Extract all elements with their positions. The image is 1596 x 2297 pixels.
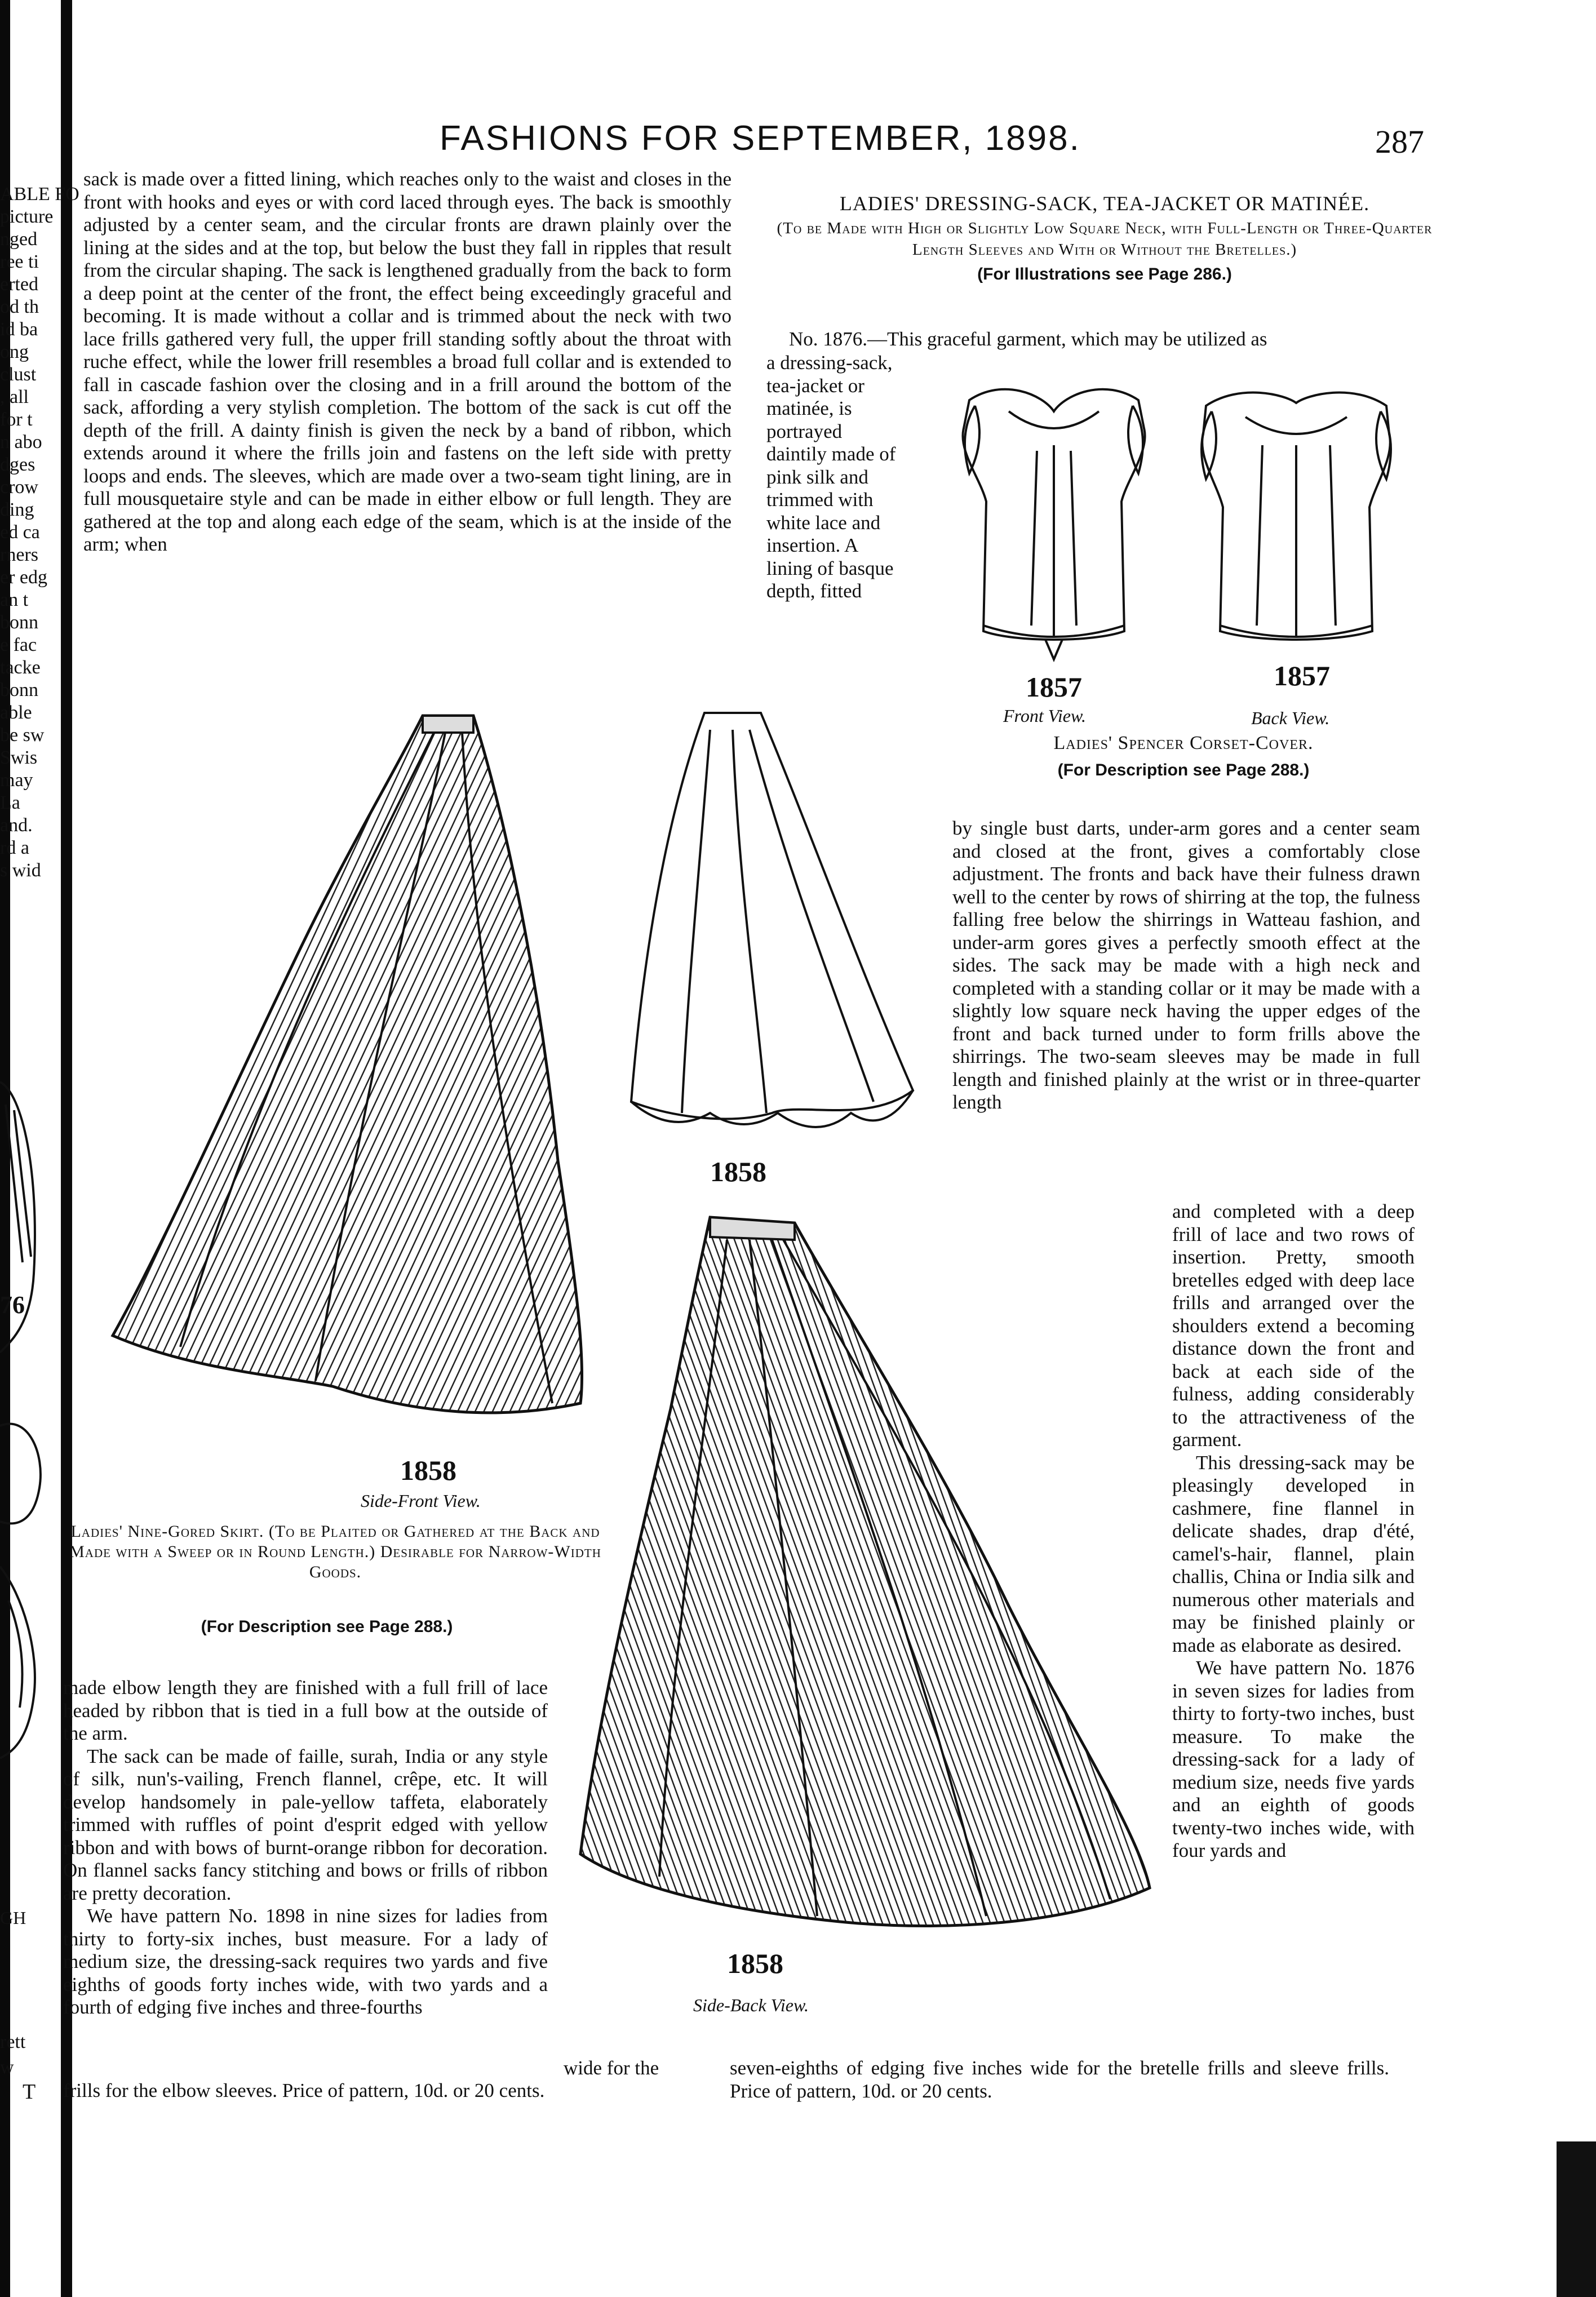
facing-page-fragment: for t: [0, 409, 33, 430]
facing-page-fragment: and.: [0, 815, 33, 836]
page-number: 287: [1375, 123, 1424, 160]
paragraph: We have pattern No. 1898 in nine sizes for ladies from thirty to forty-six inches, bust measure. For a lady of medium size, the dressing-sack requires two yards and five eighths of goods forty inches wide, with two yards and a fourth of edging five inches and three-fourths: [63, 1905, 548, 2018]
paragraph: The sack can be made of faille, surah, India or any style of silk, nun's-vailing, French flannel, crêpe, etc. It will develop handsomely in pale-yellow taffeta, elaborately trimmed with ruffles of point d'esprit edged with yellow ribbon and with bows of burnt-orange ribbon for decoration. On flannel sacks fancy stitching and bows or frills of ribbon are pretty decoration.: [63, 1745, 548, 1904]
figure-1858-side-back-view-label: Side-Back View.: [693, 1995, 809, 2015]
facing-page-fragment: nged: [0, 229, 38, 250]
figure-1858-side-front-skirt: [79, 710, 620, 1454]
facing-page-fragment: erted: [0, 274, 38, 295]
facing-page-fragment: er edg: [0, 567, 48, 588]
facing-page-fragment: may: [0, 770, 33, 791]
figure-1858-side-front-view-label: Side-Front View.: [361, 1491, 481, 1511]
facing-page-fragment: rd a: [0, 837, 29, 858]
facing-page-fragment: od th: [0, 296, 39, 317]
facing-page-fragment: bonn: [0, 612, 38, 633]
figure-1858-description-note: (For Description see Page 288.): [201, 1617, 453, 1636]
facing-page-fragment: ding: [0, 499, 34, 520]
paragraph: and completed with a deep frill of lace and two rows of insertion. Pretty, smooth bretelles edged with deep lace frills and arranged over the shoulders extend a becoming distance down the front and back at each side of the fulness, adding considerably to the attractiveness of the garment.: [1172, 1200, 1415, 1451]
facing-page-fragment: ABLE FO: [0, 184, 79, 205]
facing-page-fragment: , all: [0, 387, 29, 407]
figure-1857-back-view-label: Back View.: [1251, 708, 1330, 728]
facing-page-lower-fragments: [0, 1291, 56, 1319]
facing-page-fragment: s wid: [0, 860, 41, 881]
column-left-top-text: [83, 168, 732, 556]
facing-page-fragment: clust: [0, 364, 37, 385]
facing-page-fragments: [0, 183, 79, 882]
facing-page-fragment: e fac: [0, 635, 37, 655]
column-right-middle-text: by single bust darts, under-arm gores and a center seam and closed at the front, gives a comfortably close adjustment. The fronts and back have their fulness drawn well to the center by rows of shirring at the top, the fulness falling free below the shirrings in Watteau fashion, and under-arm gores gives a perfectly smooth effect at the sides. The sack may be made with a high neck and completed with a standing collar or it may be made with a slightly low square neck having the upper edges of the front and back turned under to form frills above the shirrings. The two-seam sleeves may be made in full length and finished plainly at the wrist or in three-quarter length: [952, 817, 1420, 1113]
paragraph: This dressing-sack may be pleasingly developed in cashmere, fine flannel in delicate shades, drap d'été, camel's-hair, flannel, plain challis, China or India silk and numerous other materials and may be finished plainly or made as elaborate as desired.: [1172, 1451, 1415, 1656]
figure-1858-small-number: 1858: [710, 1156, 766, 1187]
facing-page-fragment: crow: [0, 477, 38, 498]
figure-1857-caption: Ladies' Spencer Corset-Cover.: [1053, 733, 1314, 753]
figure-1858-back-number: 1858: [727, 1948, 783, 1979]
facing-page-fragment: an t: [0, 589, 29, 610]
figure-1857-back-number: 1857: [1274, 660, 1330, 691]
facing-page-fragment: rners: [0, 544, 38, 565]
column-left-bottom-text: [63, 1677, 548, 2019]
article-heading: [766, 192, 1443, 284]
facing-page-fragment: ree ti: [0, 251, 39, 272]
facing-page-fragment: bonn: [0, 680, 38, 700]
column-left-last-line-prefix: wide for the: [564, 2057, 659, 2079]
paragraph: made elbow length they are finished with a full frill of lace headed by ribbon that is tied in a full bow at the outside of the arm.: [63, 1677, 548, 1744]
figure-1857-back: [1178, 361, 1415, 676]
fragment-gh: GH: [0, 1908, 26, 1928]
figure-1857-description-note: (For Description see Page 288.): [1057, 761, 1310, 779]
facing-page-fragment: ed ca: [0, 522, 40, 543]
facing-page-illustration-fragment: [0, 1059, 51, 1877]
paragraph: sack is made over a fitted lining, which reaches only to the waist and closes in the front with hooks and eyes or with cord laced through eyes. The back is smoothly adjusted by a center seam, and the circular fronts are drawn plainly over the lining at the sides and at the top, but below the bust they fall in ripples that result from the circular shaping. The sack is lengthened gradually from the back to form a deep point at the center of the front, the effect being exceedingly graceful and becoming. It is made without a collar and is trimmed about the neck with two lace frills gathered very full, the upper frill standing softly about the throat with ruche effect, while the lower frill resembles a broad full collar and is extended to fall in cascade fashion over the closing and in a frill around the bottom of the sack, affording a very stylish completion. The bottom of the sack is cut off the depth of the frill. A dainty finish is given the neck by a band of ribbon, which extends around it where the frills join and fastens on the left side with pretty loops and ends. The sleeves, which are made over a two-seam tight lining, are in full mousquetaire style and can be made in either elbow or full length. They are gathered at the top and along each edge of the seam, which is at the inside of the arm; when: [83, 168, 732, 555]
fragment-t: T: [23, 2080, 36, 2104]
page-edge-shadow: [1557, 2141, 1596, 2297]
figure-1858-side-back-skirt: [558, 1212, 1155, 1944]
figure-1857-front-view-label: Front View.: [1003, 706, 1086, 726]
facing-page-fragment: picture: [0, 206, 54, 227]
facing-page-fragment: ong: [0, 342, 29, 362]
facing-page-fragment: be sw: [0, 725, 45, 746]
facing-page-fragment: Swis: [0, 747, 38, 768]
fragment-rett: rett: [0, 2032, 26, 2052]
column-left-last-line: frills for the elbow sleeves. Price of pattern, 10d. or 20 cents.: [63, 2079, 545, 2101]
article-intro-first-line: No. 1876.—This graceful garment, which may be utilized as: [789, 328, 1267, 350]
article-intro-narrow: a dressing-sack, tea-jacket or matinée, is portrayed daintily made of pink silk and trimmed with white lace and insertion. A lining of basque depth, fitted: [766, 352, 896, 602]
fragment-w: w: [0, 2057, 14, 2078]
facing-page-fragment: tacke: [0, 657, 41, 678]
column-right-bottom-text: seven-eighths of edging five inches wide for the bretelle frills and sleeve frills. Price of pattern, 10d. or 20 cents.: [730, 2057, 1389, 2102]
figure-1858-front-number: 1858: [400, 1455, 456, 1486]
article-title: LADIES' DRESSING-SACK, TEA-JACKET OR MATINÉE.: [839, 192, 1370, 215]
figure-1858-caption: Ladies' Nine-Gored Skirt. (To be Plaited or Gathered at the Back and Made with a Sweep or in Round Length.) Desirable for Narrow-Width Goods.: [69, 1522, 601, 1581]
facing-page-fragment: n abo: [0, 432, 42, 453]
facing-page-fragment: id ba: [0, 319, 38, 340]
figure-1857-front-number: 1857: [1026, 671, 1082, 703]
facing-page-fragment: La: [0, 792, 20, 813]
figure-1857-front: [936, 361, 1172, 676]
figure-1858-small-skirt: [620, 707, 936, 1158]
fragment-76: 76: [0, 1291, 25, 1319]
column-right-narrow-text: [1172, 1200, 1415, 1863]
paragraph: We have pattern No. 1876 in seven sizes for ladies from thirty to forty-two inches, bust measure. To make the dressing-sack for a lady of medium size, needs five yards and an eighth of goods twenty-two inches wide, with four yards and: [1172, 1657, 1415, 1861]
page-header-title: FASHIONS FOR SEPTEMBER, 1898.: [440, 119, 1081, 158]
article-subtitle: (To be Made with High or Slightly Low Square Neck, with Full-Length or Three-Quarter Length Sleeves and With or Without the Bretelles.): [777, 219, 1433, 259]
illustrations-note: (For Illustrations see Page 286.): [977, 265, 1232, 283]
facing-page-fragment: able: [0, 702, 32, 723]
facing-page-fragment: dges: [0, 454, 36, 475]
